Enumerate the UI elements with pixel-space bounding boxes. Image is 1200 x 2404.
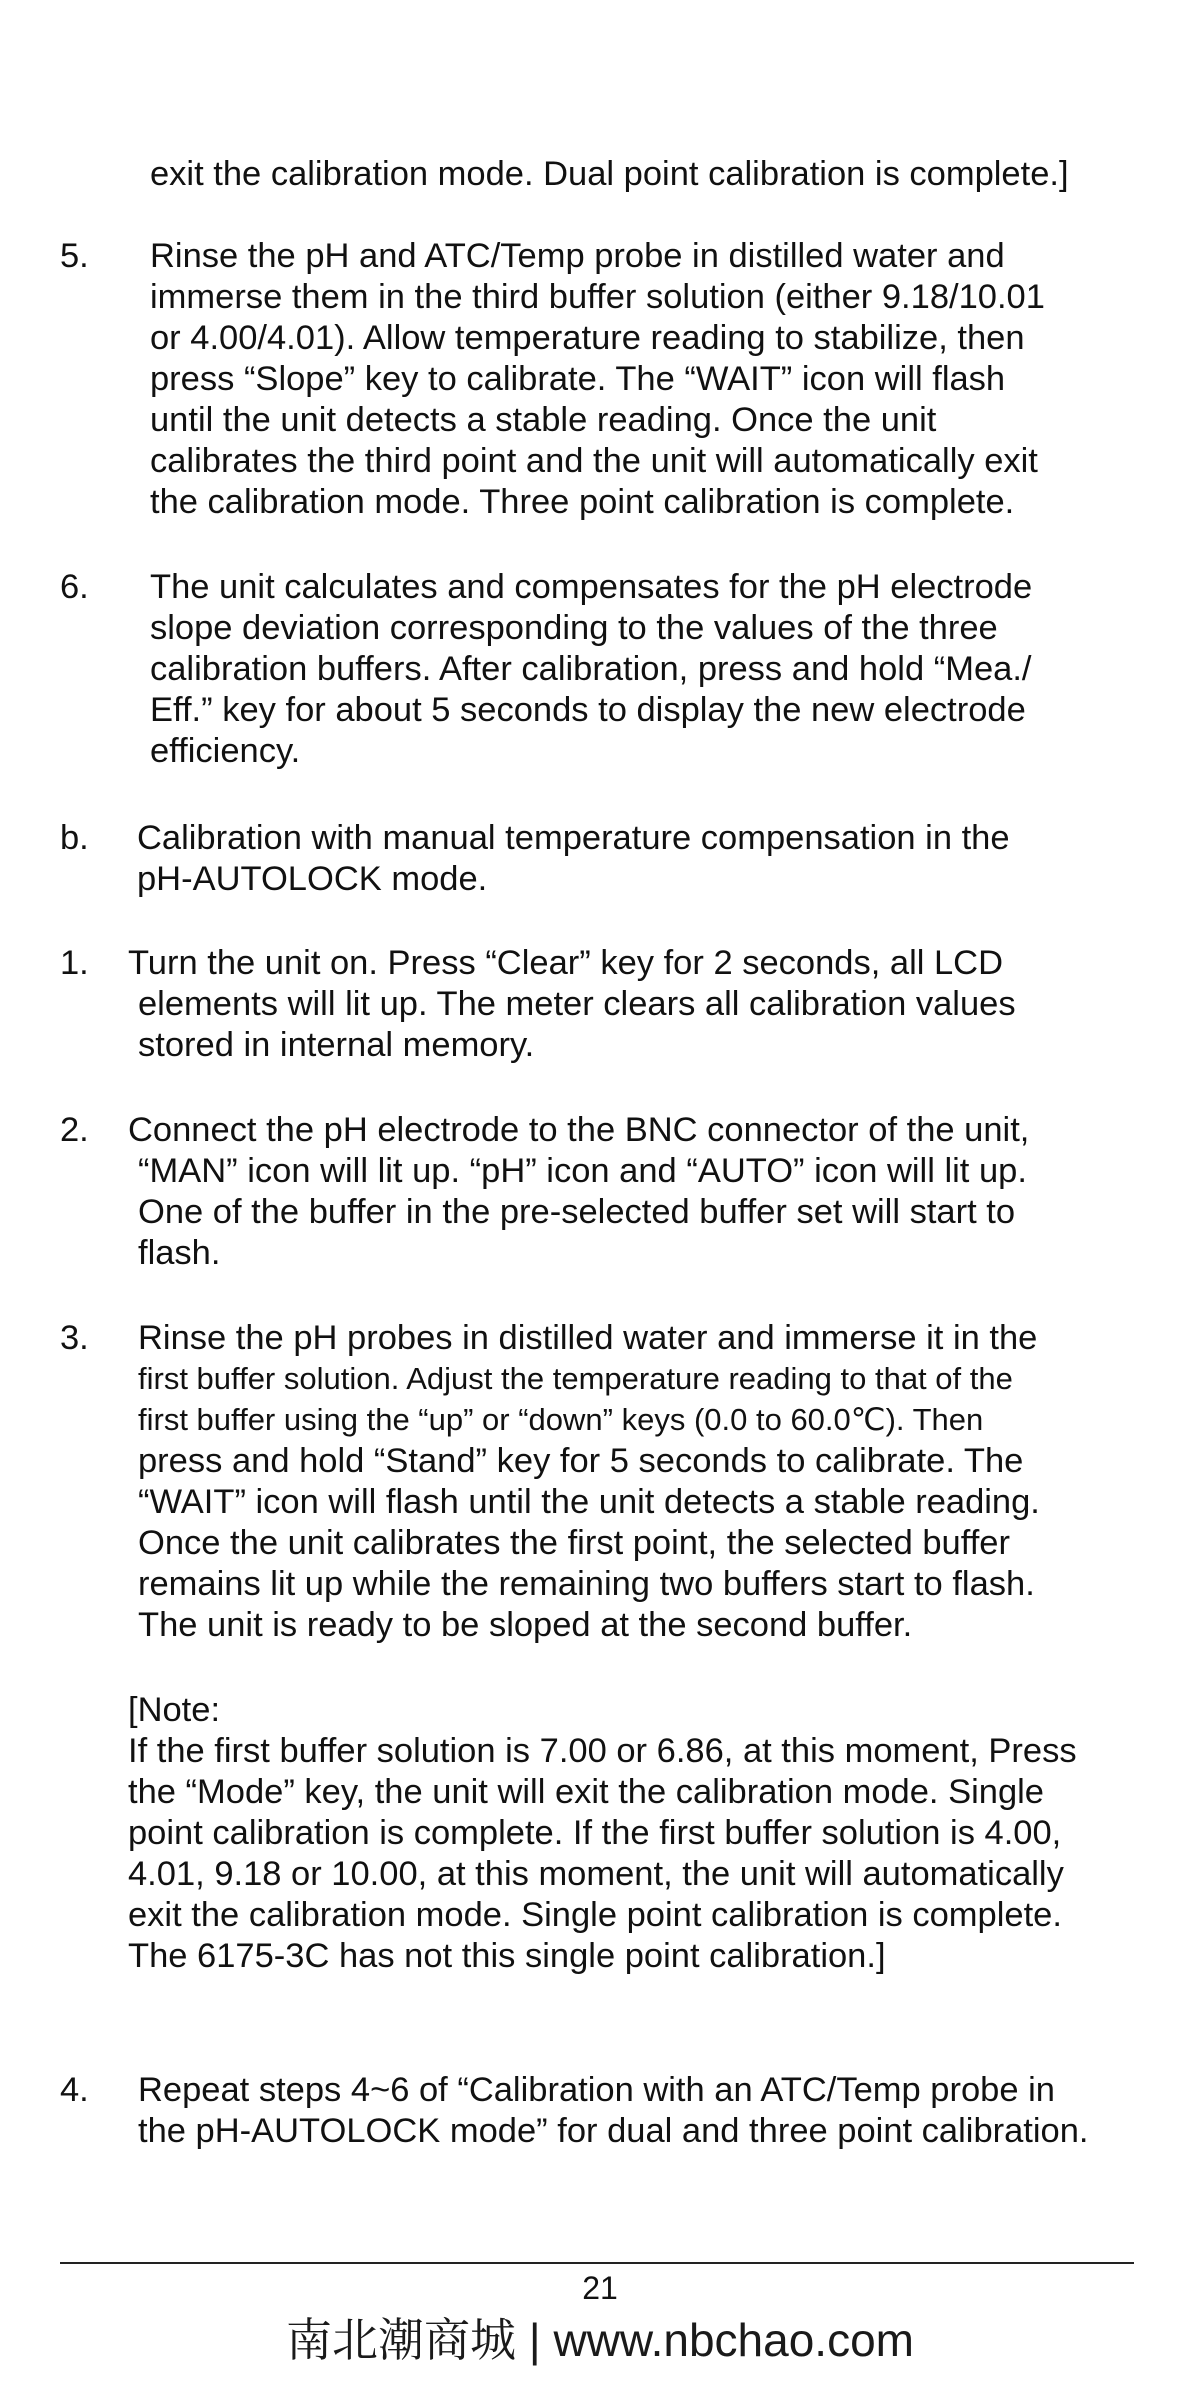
body-text-line: slope deviation corresponding to the values of the three [150,609,998,647]
body-text-line: until the unit detects a stable reading. Once the unit [150,401,937,439]
body-text-line: Turn the unit on. Press “Clear” key for 2 seconds, all LCD [128,944,1003,982]
body-text-line: Connect the pH electrode to the BNC connector of the unit, [128,1111,1030,1149]
note-text-line: the “Mode” key, the unit will exit the calibration mode. Single [128,1773,1044,1811]
note-text-line: If the first buffer solution is 7.00 or 6.86, at this moment, Press [128,1732,1077,1770]
body-text-line: Repeat steps 4~6 of “Calibration with an ATC/Temp probe in [138,2071,1055,2109]
body-text-line: The unit calculates and compensates for the pH electrode [150,568,1033,606]
body-text-line: Eff.” key for about 5 seconds to display the new electrode [150,691,1026,729]
body-text-line: Rinse the pH and ATC/Temp probe in distilled water and [150,237,1005,275]
step-number: 5. [60,237,89,275]
body-text-line: press “Slope” key to calibrate. The “WAIT” icon will flash [150,360,1006,398]
site-watermark: 南北潮商城 | www.nbchao.com [285,2314,914,2366]
body-text-line: flash. [138,1234,221,1272]
step-number: 2. [60,1111,89,1149]
step-number: 6. [60,568,89,606]
body-text-line: press and hold “Stand” key for 5 seconds to calibrate. The [138,1442,1024,1480]
body-text-line: first buffer using the “up” or “down” keys (0.0 to 60.0℃). Then [138,1402,984,1437]
body-text-line: calibration buffers. After calibration, press and hold “Mea./ [150,650,1032,688]
section-heading-line: Calibration with manual temperature compensation in the [137,819,1010,857]
body-text-line: immerse them in the third buffer solution (either 9.18/10.01 [150,278,1045,316]
note-text-line: exit the calibration mode. Single point calibration is complete. [128,1896,1062,1934]
step-number: 3. [60,1319,89,1357]
body-text-line: or 4.00/4.01). Allow temperature reading to stabilize, then [150,319,1025,357]
body-text-line: “MAN” icon will lit up. “pH” icon and “AUTO” icon will lit up. [138,1152,1027,1190]
body-text-line: “WAIT” icon will flash until the unit detects a stable reading. [138,1483,1040,1521]
section-label: b. [60,819,89,857]
step-number: 1. [60,944,89,982]
body-text-line: stored in internal memory. [138,1026,535,1064]
body-text-line: The unit is ready to be sloped at the second buffer. [138,1606,913,1644]
body-text-line: calibrates the third point and the unit will automatically exit [150,442,1038,480]
section-heading-line: pH-AUTOLOCK mode. [137,860,488,898]
body-text-line: exit the calibration mode. Dual point calibration is complete.] [150,155,1069,193]
body-text-line: One of the buffer in the pre-selected buffer set will start to [138,1193,1016,1231]
note-text-line: [Note: [128,1691,221,1729]
body-text-line: efficiency. [150,732,301,770]
step-number: 4. [60,2071,89,2109]
note-text-line: 4.01, 9.18 or 10.00, at this moment, the unit will automatically [128,1855,1064,1893]
body-text-line: elements will lit up. The meter clears all calibration values [138,985,1016,1023]
body-text-line: the pH-AUTOLOCK mode” for dual and three point calibration. [138,2112,1089,2150]
body-text-line: first buffer solution. Adjust the temperature reading to that of the [138,1361,1013,1396]
note-text-line: point calibration is complete. If the first buffer solution is 4.00, [128,1814,1062,1852]
body-text-line: Once the unit calibrates the first point, the selected buffer [138,1524,1010,1562]
body-text-line: Rinse the pH probes in distilled water and immerse it in the [138,1319,1038,1357]
page-number: 21 [582,2270,618,2306]
body-text-line: the calibration mode. Three point calibration is complete. [150,483,1015,521]
note-text-line: The 6175-3C has not this single point calibration.] [128,1937,886,1975]
body-text-line: remains lit up while the remaining two buffers start to flash. [138,1565,1035,1603]
footer-divider [60,2262,1134,2264]
